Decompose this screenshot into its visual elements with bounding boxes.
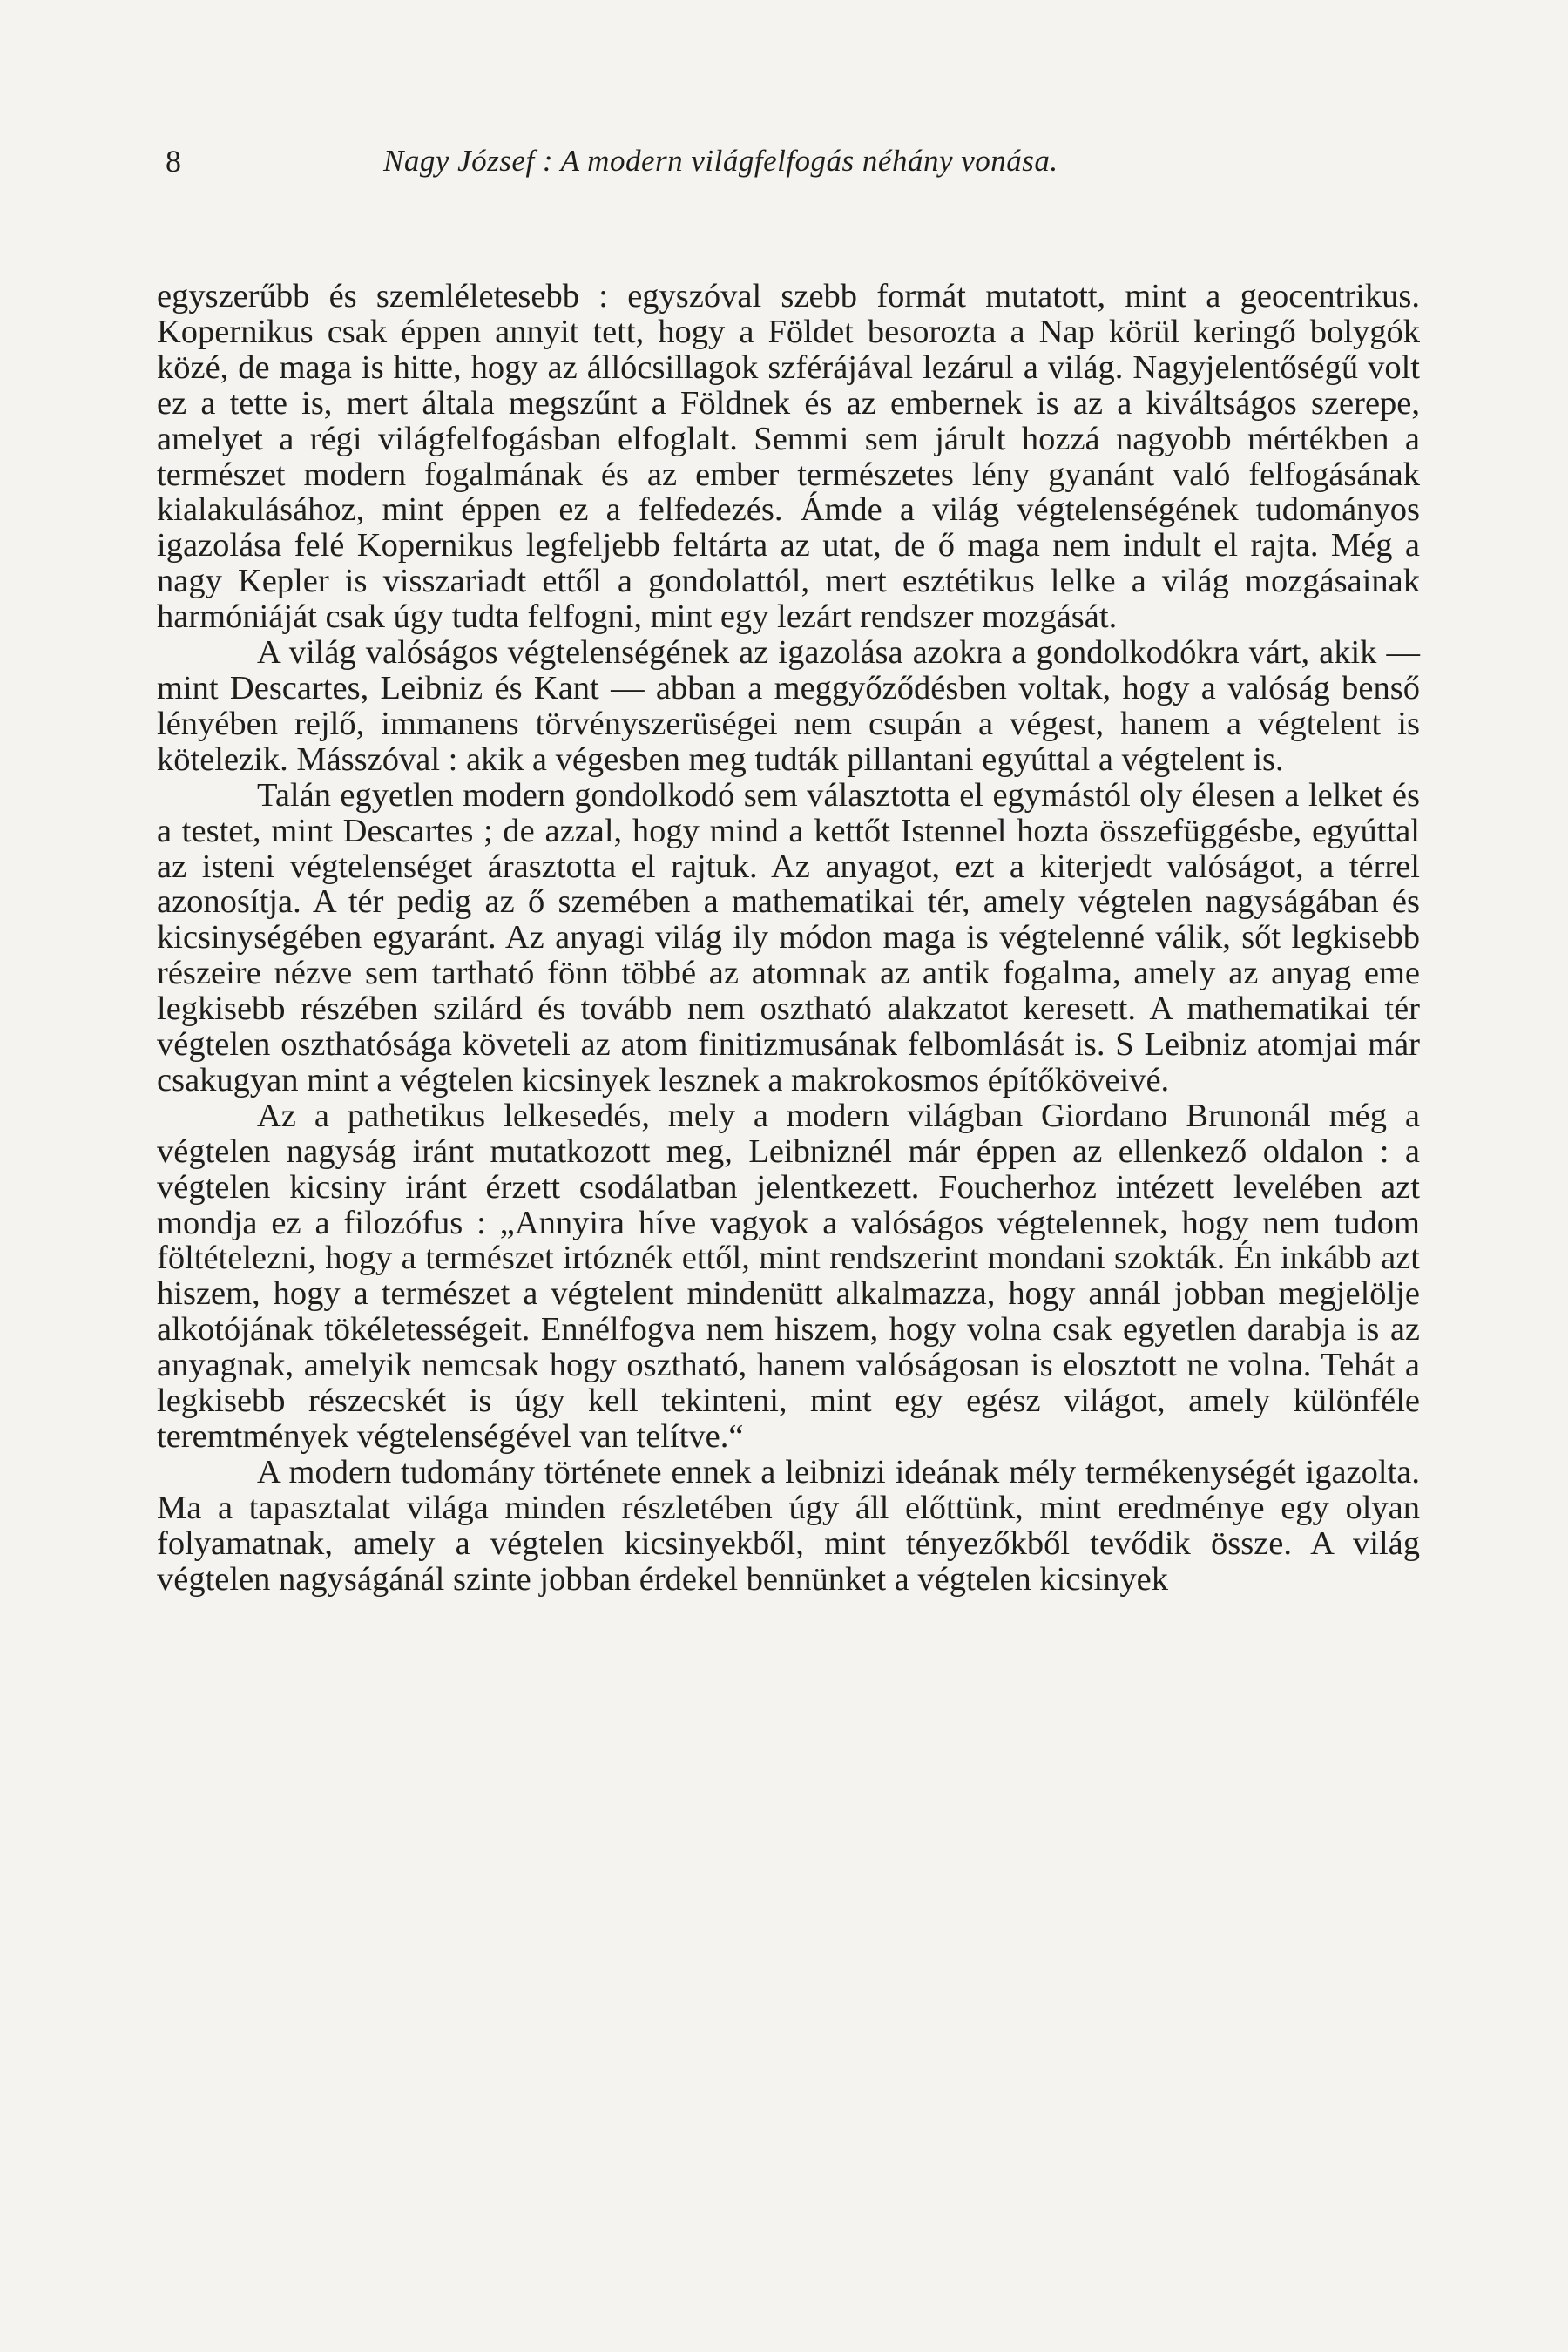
running-head — [166, 139, 1411, 183]
paragraph-3: Talán egyetlen modern gondolkodó sem választotta el egymástól oly élesen a lelket és a testet, mint Descartes ; de azzal, hogy mind a kettőt Istennel hozta összefüggésbe, egyúttal az isteni végtelenséget árasztotta el rajtuk. Az anyagot, ezt a kiterjedt valóságot, a térrel azonosítja. A tér pedig az ő szemében a mathematikai tér, amely végtelen nagyságában és kicsinységében egyaránt. Az anyagi világ ily módon maga is végtelenné válik, sőt legkisebb részeire nézve sem tartható fönn többé az atomnak az antik fogalma, amely az anyag eme legkisebb részében szilárd és tovább nem osztható alakzatot keresett. A mathematikai tér végtelen oszthatósága követeli az atom finitizmusának felbomlását is. S Leibniz atomjai már csakugyan mint a végtelen kicsinyek lesznek a makrokosmos építőköveivé. — [157, 776, 1420, 1098]
body-text — [157, 279, 1420, 1598]
running-title: Nagy József : A modern világfelfogás néhány vonása. — [383, 144, 1058, 178]
paragraph-1: egyszerűbb és szemléletesebb : egyszóval szebb formát mutatott, mint a geocentrikus. Kopernikus csak éppen annyit tett, hogy a Földet besorozta a Nap körül keringő bolygók közé, de maga is hitte, hogy az állócsillagok szférájával lezárul a világ. Nagyjelentőségű volt ez a tette is, mert általa megszűnt a Földnek és az embernek is az a kiváltságos szerepe, amelyet a régi világfelfogásban elfoglalt. Semmi sem járult hozzá nagyobb mértékben a természet modern fogalmának és az ember természetes lény gyanánt való felfogásának kialakulásához, mint éppen ez a felfedezés. Ámde a világ végtelenségének tudományos igazolása felé Kopernikus legfeljebb feltárta az utat, de ő maga nem indult el rajta. Még a nagy Kepler is visszariadt ettől a gondolattól, mert esztétikus lelke a világ mozgásainak harmóniáját csak úgy tudta felfogni, mint egy lezárt rendszer mozgását. — [157, 278, 1420, 636]
paragraph-5: A modern tudomány története ennek a leibnizi ideának mély termékenységét igazolta. Ma a tapasztalat világa minden részletében úgy áll előttünk, mint eredménye egy olyan folyamatnak, amely a végtelen kicsinyekből, mint tényezőkből tevődik össze. A világ végtelen nagyságánál szinte jobban érdekel bennünket a végtelen kicsinyek — [157, 1453, 1420, 1598]
paragraph-4: Az a pathetikus lelkesedés, mely a modern világban Giordano Brunonál még a végtelen nagyság iránt mutatkozott meg, Leibniznél már éppen az ellenkező oldalon : a végtelen kicsiny iránt érzett csodálatban jelentkezett. Foucherhoz intézett levelében azt mondja ez a filozófus : „Annyira híve vagyok a valóságos végtelennek, hogy nem tudom föltételezni, hogy a természet irtóznék ettől, mint rendszerint mondani szokták. Én inkább azt hiszem, hogy a természet a végtelent mindenütt alkalmazza, hogy annál jobban megjelölje alkotójának tökéletességeit. Ennélfogva nem hiszem, hogy volna csak egyetlen darabja is az anyagnak, amelyik nemcsak hogy osztható, hanem valóságosan is elosztott ne volna. Tehát a legkisebb részecskét is úgy kell tekinteni, mint egy egész világot, amely különféle teremtmények végtelenségével van telítve.“ — [157, 1097, 1420, 1455]
page-number: 8 — [166, 144, 181, 179]
paragraph-2: A világ valóságos végtelenségének az igazolása azokra a gondolkodókra várt, akik — mint Descartes, Leibniz és Kant — abban a meggyőződésben voltak, hogy a valóság benső lényében rejlő, immanens törvényszerüségei nem csupán a végest, hanem a végtelent is kötelezik. Másszóval : akik a végesben meg tudták pillantani egyúttal a végtelent is. — [157, 634, 1420, 778]
